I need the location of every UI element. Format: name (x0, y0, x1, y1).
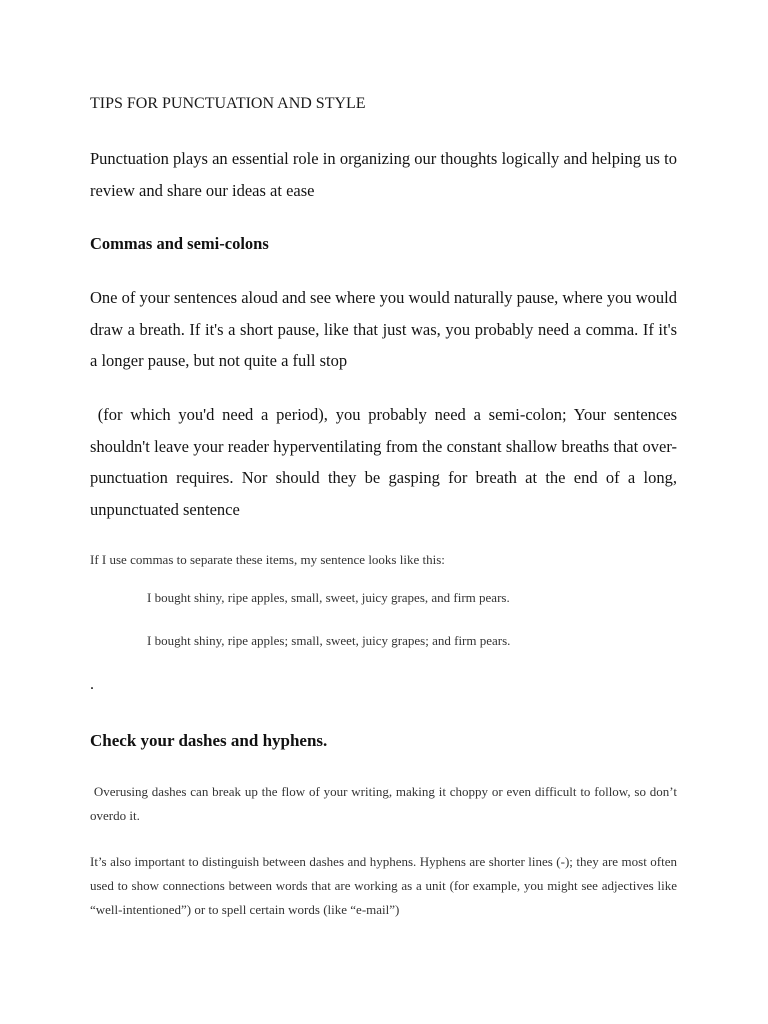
section-heading-commas: Commas and semi-colons (90, 234, 269, 253)
example-sentence-commas: I bought shiny, ripe apples, small, sweet, juicy grapes, and firm pears. (147, 590, 510, 605)
commas-paragraph-2-text: (for which you'd need a period), you probably need a semi-colon; Your sentences shouldn't leave your reader hyperventilating from the constant shallow breaths that over-punctuation requires. Nor should they be gasping for breath at the end of a long, unpunctuated sentence (90, 405, 677, 519)
dashes-paragraph-2: It’s also important to distinguish between dashes and hyphens. Hyphens are shorter lines (-); they are most often used to show connections between words that are working as a unit (for example, you might see adjectives like “well-intentioned”) or to spell certain words (like “e-mail”) (90, 854, 677, 917)
list-intro-text: If I use commas to separate these items, my sentence looks like this: (90, 552, 445, 567)
section-heading-dashes: Check your dashes and hyphens. (90, 731, 328, 750)
dashes-paragraph-1 (90, 780, 677, 828)
stray-period: . (90, 676, 94, 693)
commas-paragraph-1: One of your sentences aloud and see where you would naturally pause, where you would draw a breath. If it's a short pause, like that just was, you probably need a comma. If it's a longer pause, but not quite a full stop (90, 288, 677, 370)
dashes-paragraph-1-text: Overusing dashes can break up the flow of your writing, making it choppy or even difficult to follow, so don’t overdo it. (90, 784, 678, 823)
intro-paragraph: Punctuation plays an essential role in organizing our thoughts logically and helping us to review and share our ideas at ease (90, 149, 677, 200)
example-sentence-semicolons: I bought shiny, ripe apples; small, sweet, juicy grapes; and firm pears. (147, 633, 511, 648)
commas-paragraph-2 (90, 399, 677, 525)
document-title: TIPS FOR PUNCTUATION AND STYLE (90, 95, 366, 112)
